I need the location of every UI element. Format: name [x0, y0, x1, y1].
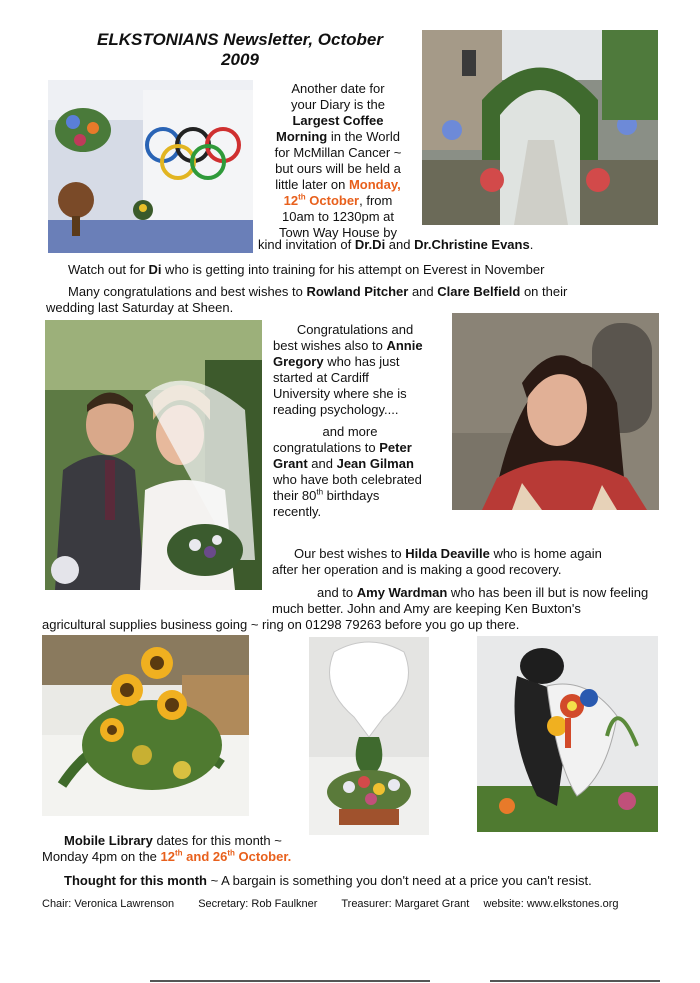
wedding-couple-photo: [45, 320, 262, 590]
person-name: Hilda Deaville: [405, 546, 490, 561]
annie-portrait-photo: [452, 313, 659, 510]
person-name: Di: [148, 262, 162, 277]
annie-line: started at Cardiff: [273, 370, 369, 385]
coffee-line: kind invitation of: [258, 237, 355, 252]
person-name: Gregory: [273, 354, 324, 369]
coffee-date: 12: [283, 193, 299, 208]
scan-edge-line: [490, 980, 660, 982]
coffee-line: little later on: [275, 177, 349, 192]
footer-secretary: Secretary: Rob Faulkner: [198, 898, 318, 910]
ordinal-sup: th: [316, 487, 324, 497]
amy-text: agricultural supplies business going ~ ring on 01298 79263 before you go up there.: [42, 617, 520, 632]
footer-chair: Chair: Veronica Lawrenson: [42, 898, 175, 910]
hilda-text: Our best wishes to: [294, 546, 406, 561]
scan-edge-line: [150, 980, 430, 982]
coffee-morning-text: [258, 81, 418, 241]
library-date-sup: th: [175, 848, 183, 858]
person-name: Annie: [386, 338, 423, 353]
person-name: Grant: [273, 456, 308, 471]
title-line-2: 2009: [221, 50, 259, 69]
annie-line: who has just: [323, 354, 400, 369]
coffee-hosts-line: [258, 237, 678, 253]
amy-text: and to: [317, 585, 357, 600]
wedding-text: and: [408, 284, 438, 299]
person-name: Clare Belfield: [437, 284, 521, 299]
thought-text: ~ A bargain is something you don't need at a price you can't resist.: [206, 873, 592, 888]
wedding-text: wedding last Saturday at Sheen.: [46, 300, 234, 315]
library-heading: Mobile Library: [64, 833, 153, 848]
birthday-line: and: [307, 456, 337, 471]
wedding-paragraph: [46, 284, 668, 316]
birthday-line: who have both celebrated: [273, 472, 422, 487]
amy-text: much better. John and Amy are keeping Ken Buxton's: [272, 601, 581, 616]
title-line-1: ELKSTONIANS Newsletter, October: [97, 30, 383, 49]
person-name: Amy Wardman: [356, 585, 448, 600]
coffee-line: Another date for: [291, 81, 385, 96]
footer: [42, 897, 672, 911]
hilda-paragraph: [272, 546, 672, 578]
library-date-month: October.: [234, 849, 292, 864]
coffee-time: 10am to 1230pm at: [281, 209, 395, 224]
saddle-rosettes-photo: [477, 636, 658, 832]
annie-line: best wishes also to: [273, 338, 387, 353]
amy-paragraph: [272, 585, 672, 617]
coffee-line: for McMillan Cancer ~: [274, 145, 402, 160]
birthdays-paragraph: [270, 424, 430, 520]
coffee-line: your Diary is the: [291, 97, 385, 112]
coffee-event-name: Largest Coffee: [292, 113, 384, 128]
everest-text: who is getting into training for his attempt on Everest in November: [161, 262, 545, 277]
coffee-date-day: Monday,: [348, 177, 401, 192]
annie-paragraph: [270, 322, 440, 418]
annie-line: reading psychology....: [273, 402, 399, 417]
balloon-flowers-photo: [309, 637, 429, 835]
library-text: Monday 4pm on the: [42, 849, 161, 864]
newsletter-title: [70, 30, 410, 70]
library-text: dates for this month ~: [152, 833, 282, 848]
library-paragraph: [42, 833, 362, 865]
person-name: Jean Gilman: [336, 456, 414, 471]
library-date: 12: [160, 849, 175, 864]
birthday-line: their 80: [273, 488, 317, 503]
everest-paragraph: [68, 262, 668, 278]
coffee-venue: Town Way House by: [278, 225, 397, 240]
person-name: Peter: [379, 440, 412, 455]
annie-line: Congratulations and: [296, 322, 414, 337]
olympic-rings-flower-photo: [48, 80, 253, 253]
person-name: Rowland Pitcher: [306, 284, 409, 299]
hilda-text: after her operation and is making a good recovery.: [272, 562, 562, 577]
annie-line: University where she is: [273, 386, 407, 401]
thought-heading: Thought for this month: [64, 873, 207, 888]
coffee-date-sup: th: [298, 192, 306, 202]
wedding-text: Many congratulations and best wishes to: [68, 284, 307, 299]
host-name: Dr.Christine Evans: [414, 237, 530, 252]
footer-website[interactable]: website: www.elkstones.org: [483, 898, 619, 910]
coffee-date-month: October: [305, 193, 360, 208]
amy-text: who has been ill but is now feeling: [447, 585, 649, 600]
coffee-line: and: [385, 237, 415, 252]
birthday-line: recently.: [273, 504, 322, 519]
coffee-line: .: [529, 237, 534, 252]
thought-paragraph: [64, 873, 684, 889]
birthday-line: congratulations to: [273, 440, 380, 455]
coffee-line: but ours will be held a: [275, 161, 401, 176]
host-name: Dr.Di: [354, 237, 386, 252]
footer-treasurer: Treasurer: Margaret Grant: [341, 898, 470, 910]
church-arch-garden-photo: [422, 30, 658, 225]
coffee-event-name-2: Morning: [275, 129, 328, 144]
coffee-line: in the World: [327, 129, 400, 144]
coffee-line: , from: [359, 193, 393, 208]
wedding-text: on their: [520, 284, 568, 299]
library-date-sup: th: [227, 848, 235, 858]
everest-text: Watch out for: [68, 262, 149, 277]
library-date: and 26: [182, 849, 228, 864]
sunflower-arrangement-photo: [42, 635, 249, 816]
hilda-text: who is home again: [489, 546, 602, 561]
birthday-line: and more: [322, 424, 378, 439]
birthday-line: birthdays: [323, 488, 380, 503]
